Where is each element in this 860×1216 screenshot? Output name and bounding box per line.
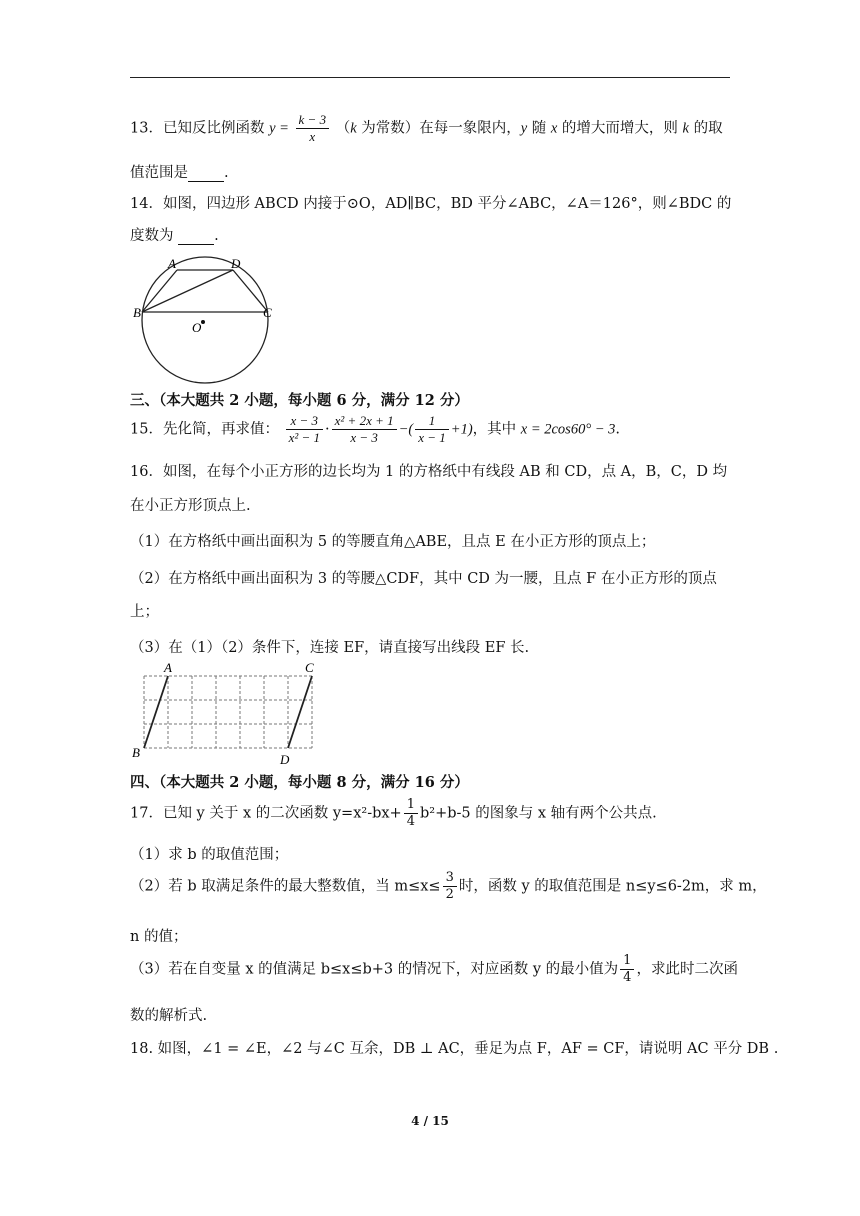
q17-sub2: （2）若 b 取满足条件的最大整数值，当 m≤x≤ $\frac{3}{2}$ 时，函数 y 的取值范围是 n≤y≤6-2m，求 m， <box>130 870 767 902</box>
q16-grid-figure <box>130 658 320 768</box>
q13-line1: 13．已知反比例函数 y = $\frac{k - 3}{x}$ （k 为常数）在每一象限内，y 随 x 的增大而增大，则 k 的取 <box>130 112 723 144</box>
q13-fraction: $\frac{k - 3}{x}$ <box>296 112 330 145</box>
section3-title: 三、（本大题共 2 小题，每小题 6 分，满分 12 分） <box>130 392 469 409</box>
q17-line1: 17．已知 y 关于 x 的二次函数 y=x²-bx+ $\frac{1}{4}$ b²+b-5 的图象与 x 轴有两个公共点. <box>130 797 657 829</box>
q14-line1: 14．如图，四边形 ABCD 内接于⊙O，AD∥BC，BD 平分∠ABC，∠A＝126°，则∠BDC 的 <box>130 196 732 212</box>
q17-sub3: （3）若在自变量 x 的值满足 b≤x≤b+3 的情况下，对应函数 y 的最小值为 $\frac{1}{4}$ ，求此时二次函 <box>130 953 738 985</box>
label-d: D <box>231 256 241 271</box>
q18-line: 18. 如图，∠1 = ∠E，∠2 与∠C 互余，DB ⊥ AC，垂足为点 F，AF = CF，请说明 AC 平分 DB . <box>130 1041 779 1057</box>
q14-line2: 度数为 . <box>130 228 219 244</box>
label-b: B <box>132 745 140 760</box>
q17-sub2c: n 的值； <box>130 929 188 945</box>
q16-sub1: （1）在方格纸中画出面积为 5 的等腰直角△ABE，且点 E 在小正方形的顶点上； <box>130 534 656 550</box>
label-a: A <box>164 660 172 675</box>
label-c: C <box>305 660 314 675</box>
label-o: O <box>192 320 202 335</box>
segment-bd <box>142 270 233 312</box>
q17-sub1: （1）求 b 的取值范围； <box>130 847 289 863</box>
section4-title: 四、（本大题共 2 小题，每小题 8 分，满分 16 分） <box>130 774 469 791</box>
answer-blank <box>178 228 214 245</box>
page-number: 4 / 15 <box>411 1114 449 1128</box>
header-rule <box>130 77 730 78</box>
label-b: B <box>133 305 141 320</box>
q14-circle-figure <box>130 250 280 390</box>
answer-blank <box>188 165 224 182</box>
q16-sub3: （3）在（1）（2）条件下，连接 EF，请直接写出线段 EF 长. <box>130 640 530 656</box>
label-a: A <box>168 256 176 271</box>
q13-line2: 值范围是 . <box>130 165 229 181</box>
center-dot <box>201 320 205 324</box>
q15-line: 15．先化简，再求值： $\frac{x - 3}{\text{x² − 1}}$ · $\frac{\text{x² + 2x + 1}}{x - 3}$ −( $\frac{1}{x - 1}$ +1)，其中 x = 2cos60° − 3. <box>130 413 621 445</box>
q16-sub2b: 上； <box>130 604 159 620</box>
segment-ab <box>144 676 168 748</box>
circle-o <box>142 257 268 383</box>
label-c: C <box>263 305 272 320</box>
q16-line1: 16．如图，在每个小正方形的边长均为 1 的方格纸中有线段 AB 和 CD，点 A，B，C，D 均 <box>130 464 728 480</box>
q16-sub2: （2）在方格纸中画出面积为 3 的等腰△CDF，其中 CD 为一腰，且点 F 在小正方形的顶点 <box>130 571 717 587</box>
segment-cd <box>288 676 312 748</box>
q17-sub3c: 数的解析式. <box>130 1008 208 1024</box>
label-d: D <box>280 752 290 767</box>
grid <box>144 676 312 748</box>
q16-line2: 在小正方形顶点上. <box>130 498 251 514</box>
